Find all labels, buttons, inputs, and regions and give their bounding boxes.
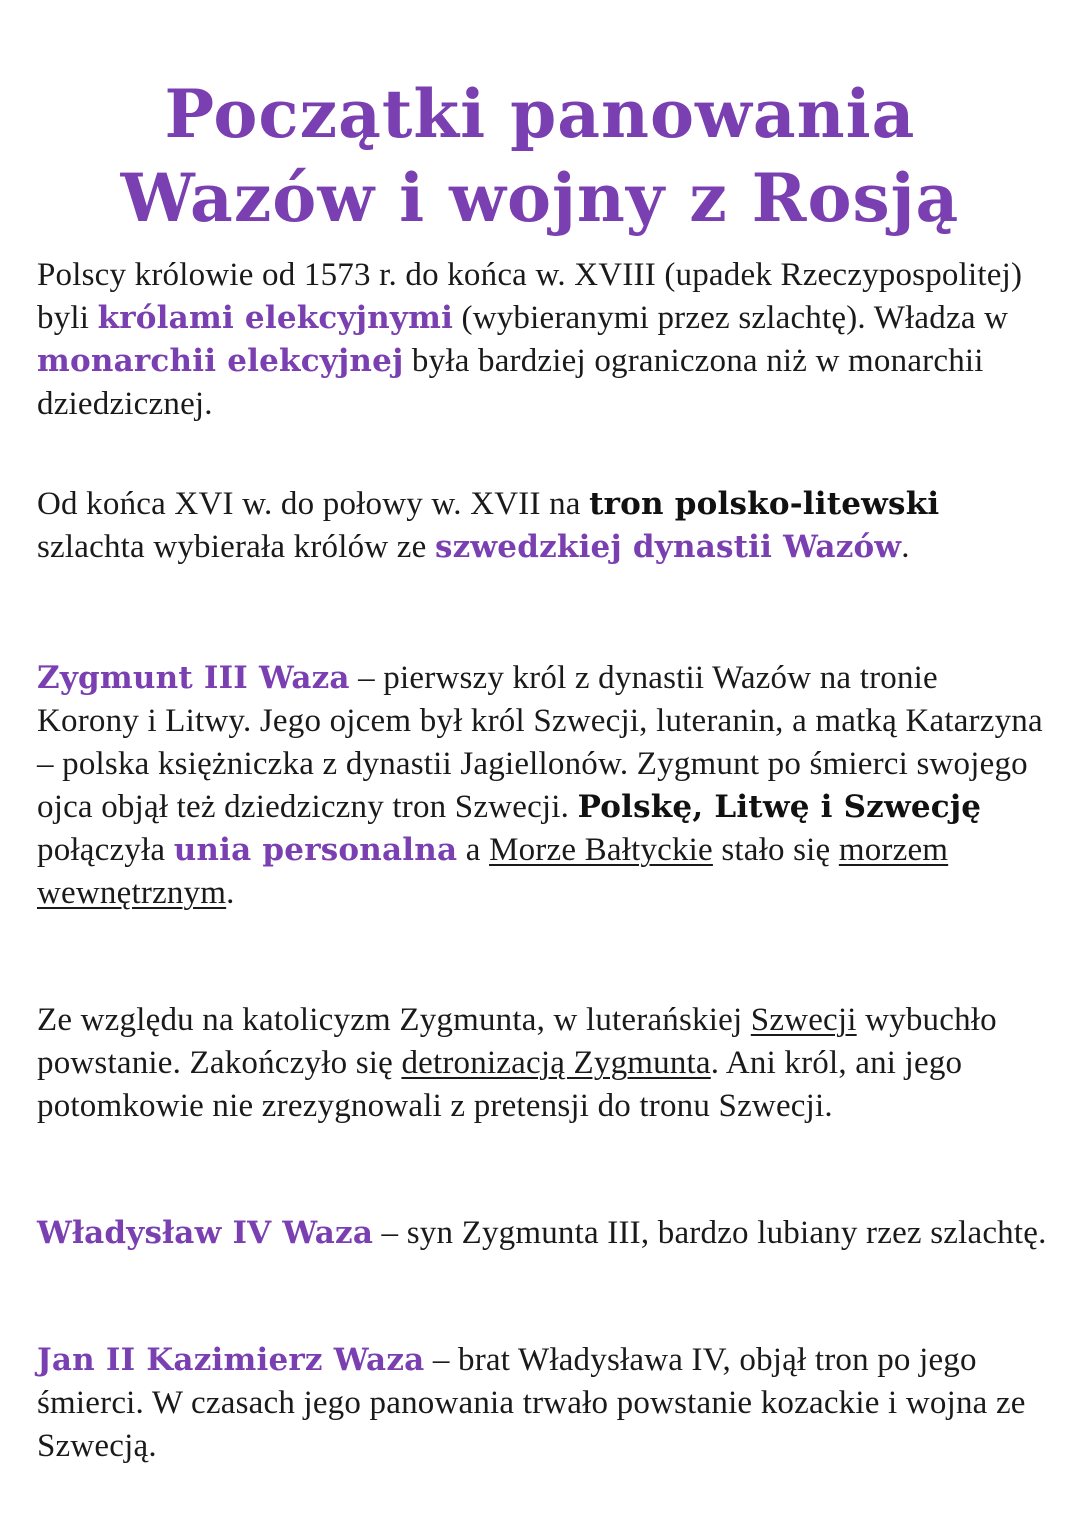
text-span: Ze względu na katolicyzm Zygmunta, w luterańskiej bbox=[37, 1002, 751, 1038]
highlight-term: unia personalna bbox=[173, 832, 458, 868]
text-span: . bbox=[901, 529, 910, 565]
text-span: wybuchło powstanie. Zakończyło się bbox=[37, 1002, 997, 1081]
underlined-term: Morze Bałtyckie bbox=[489, 832, 713, 868]
title-line-2: Wazów i wojny z Rosją bbox=[120, 159, 960, 237]
text-span: a bbox=[457, 832, 490, 868]
paragraph-sweden-uprising bbox=[37, 999, 1047, 1128]
underlined-term: Szwecji bbox=[750, 1002, 857, 1038]
text-span: połączyła bbox=[37, 832, 174, 868]
paragraph-wladyslaw-iv bbox=[37, 1212, 1047, 1255]
text-span: . bbox=[226, 875, 235, 911]
text-span: Polscy królowie od 1573 r. do końca w. XVIII (upadek Rzeczypospolitej) byli bbox=[37, 257, 1023, 336]
title-line-1: Początki panowania bbox=[164, 75, 916, 153]
highlight-term: Zygmunt III Waza bbox=[37, 660, 350, 696]
highlight-term: Jan II Kazimierz Waza bbox=[37, 1342, 425, 1378]
highlight-term: szwedzkiej dynastii Wazów bbox=[434, 529, 902, 565]
text-span: – brat Władysława IV, objął tron po jego śmierci. W czasach jego panowania trwało powstanie kozackie i wojna ze Szwecją. bbox=[37, 1342, 1026, 1464]
text-span: (wybieranymi przez szlachtę). Władza w bbox=[453, 300, 1009, 336]
text-span: Od końca XVI w. do połowy w. XVII na bbox=[37, 486, 590, 522]
page-title bbox=[0, 72, 1080, 240]
paragraph-vasa-dynasty bbox=[37, 483, 1047, 569]
paragraph-elective-kings bbox=[37, 254, 1047, 426]
text-span: szlachta wybierała królów ze bbox=[37, 529, 435, 565]
highlight-term: monarchii elekcyjnej bbox=[37, 343, 404, 379]
text-span: . Ani król, ani jego potomkowie nie zrezygnowali z pretensji do tronu Szwecji. bbox=[37, 1045, 963, 1124]
text-span: – syn Zygmunta III, bardzo lubiany rzez szlachtę. bbox=[373, 1215, 1047, 1251]
bold-term: Polskę, Litwę i Szwecję bbox=[577, 789, 982, 825]
highlight-term: królami elekcyjnymi bbox=[97, 300, 454, 336]
text-span: – pierwszy król z dynastii Wazów na tronie Korony i Litwy. Jego ojcem był król Szwecji, luteranin, a matką Katarzyna – polska księżniczka z dynastii Jagiellonów. Zygmunt po śmierci swojego ojca objął też dziedziczny tron Szwecji. bbox=[37, 660, 1043, 825]
text-span: była bardziej ograniczona niż w monarchii dziedzicznej. bbox=[37, 343, 984, 422]
underlined-term: detronizacją Zygmunta bbox=[401, 1045, 711, 1081]
highlight-term: Władysław IV Waza bbox=[37, 1215, 374, 1251]
text-span: stało się bbox=[712, 832, 839, 868]
paragraph-sigismund-iii bbox=[37, 657, 1047, 915]
underlined-term: morzem wewnętrznym bbox=[37, 832, 949, 911]
bold-term: tron polsko-litewski bbox=[589, 486, 940, 522]
paragraph-jan-ii-kazimierz bbox=[37, 1339, 1047, 1468]
